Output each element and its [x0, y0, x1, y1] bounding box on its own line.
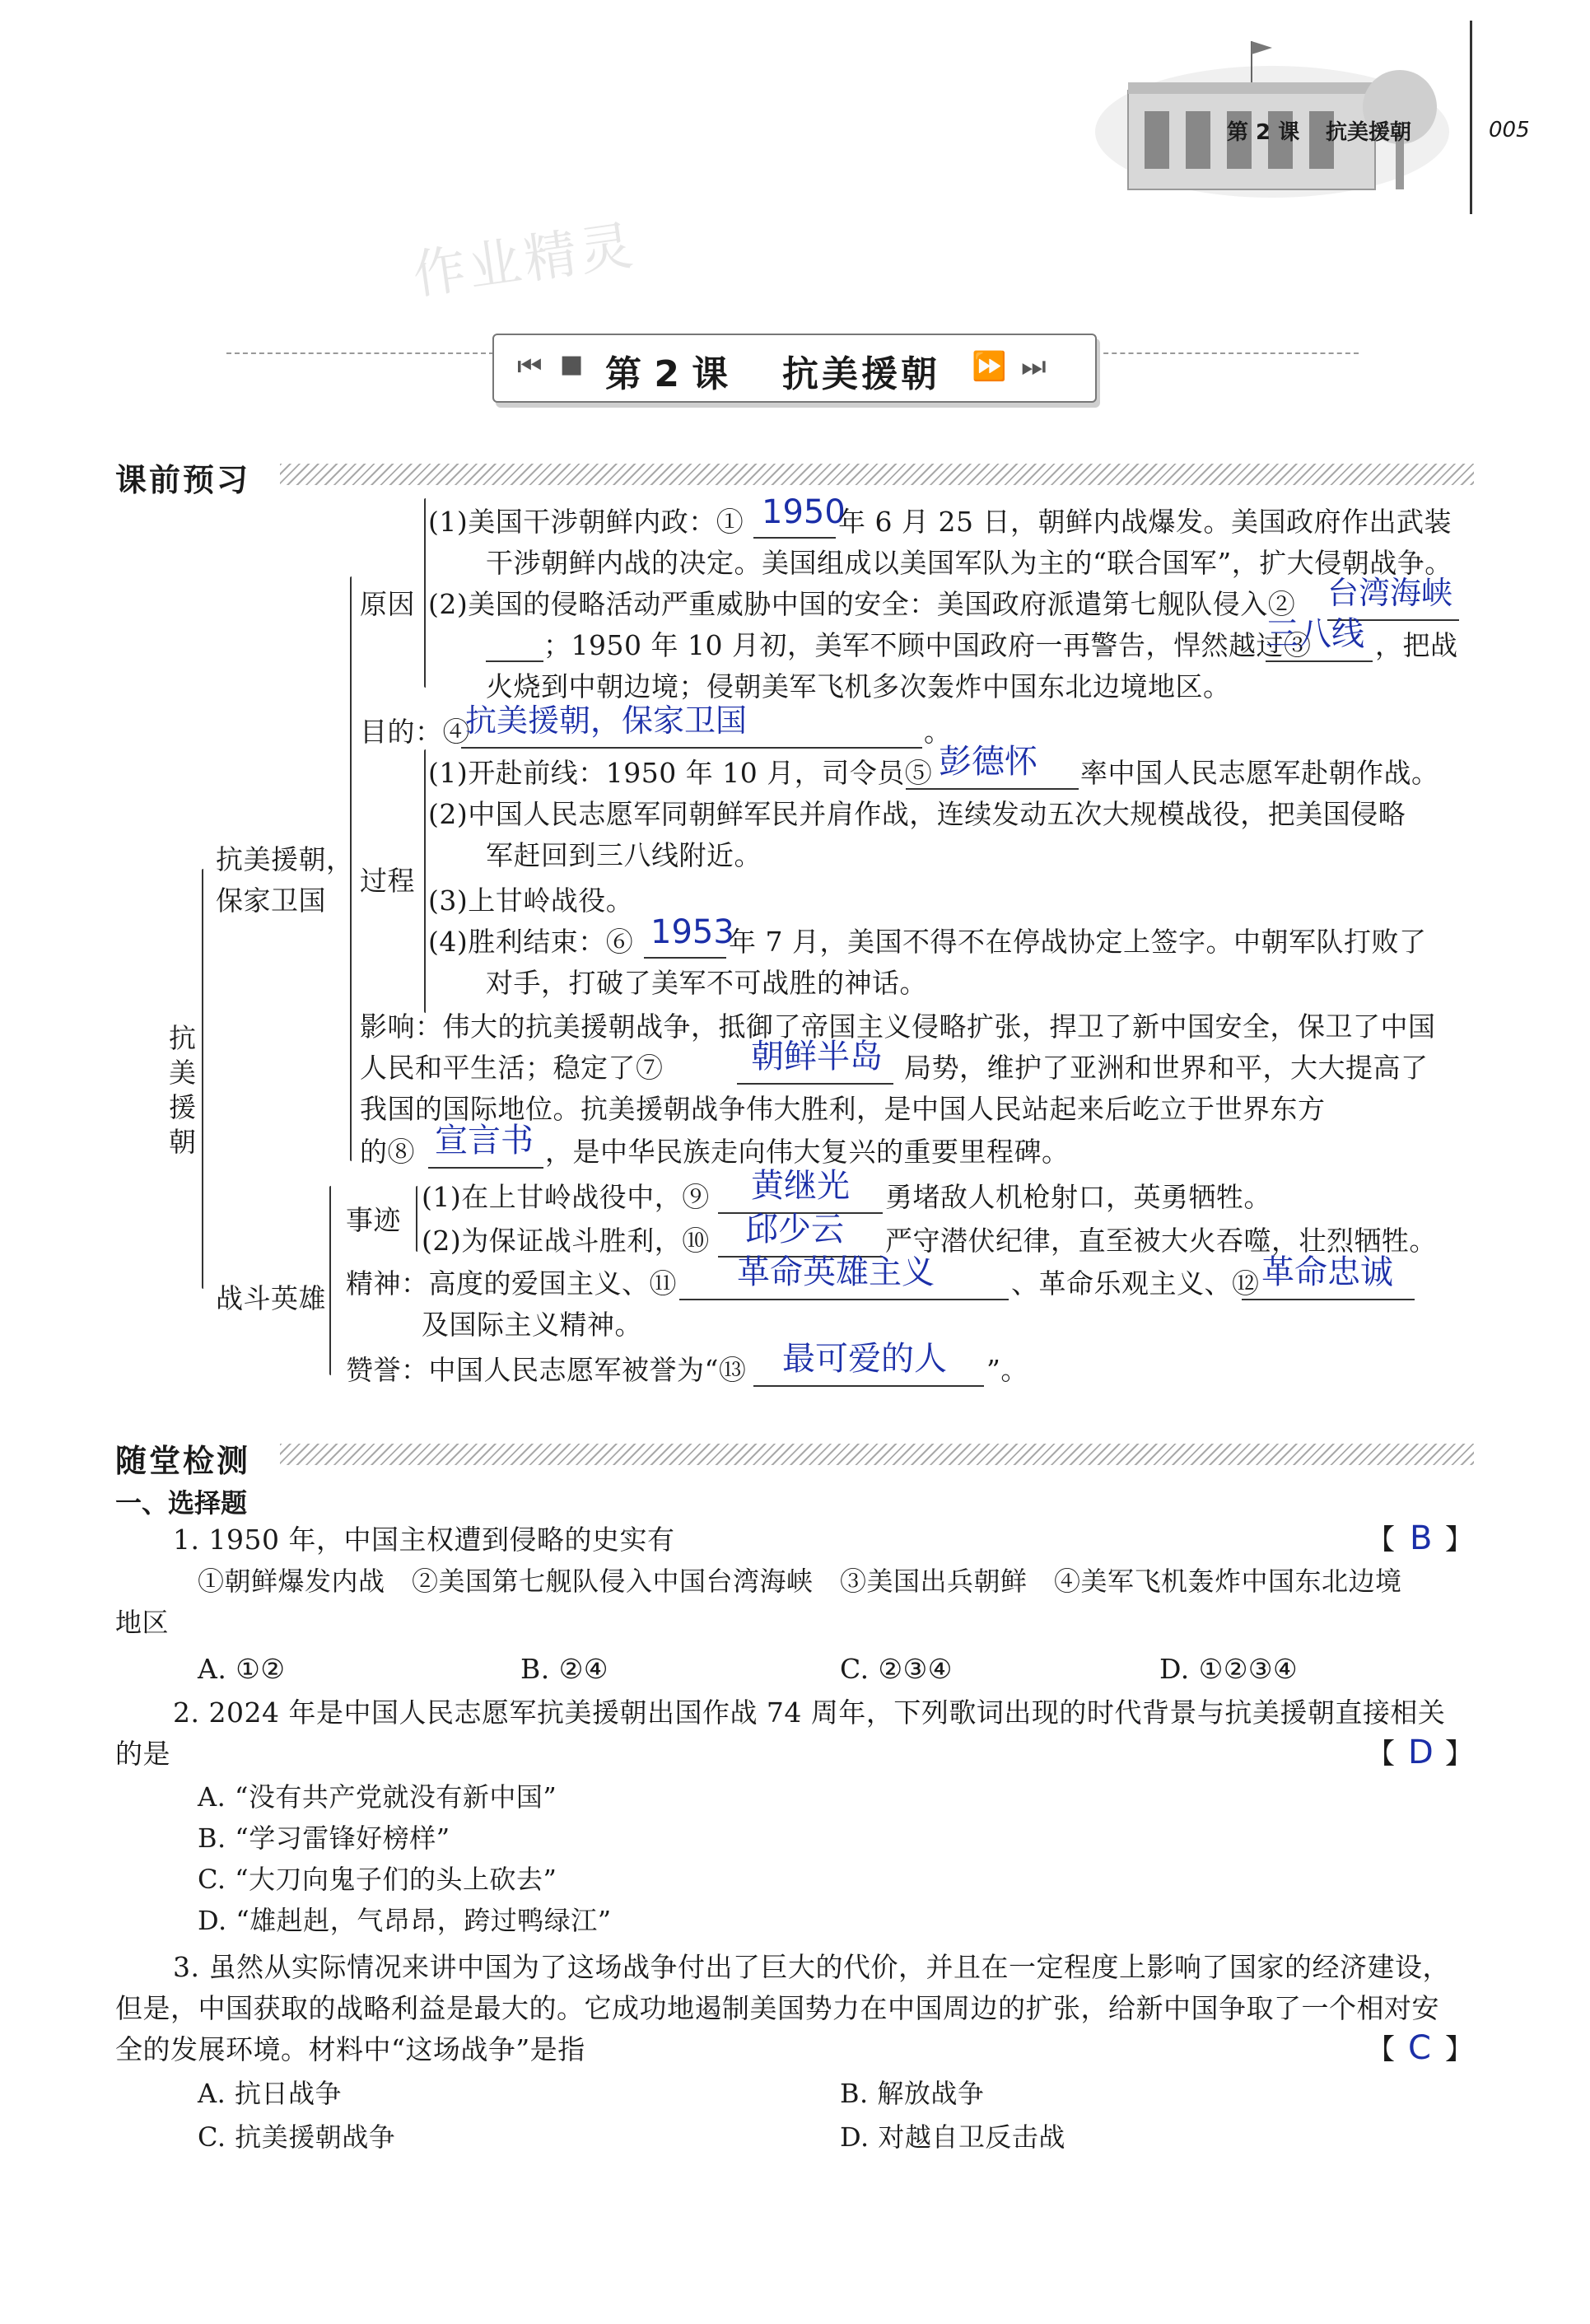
quiz-heading: 随堂检测: [115, 1443, 251, 1479]
praise-line-a: 赞誉：中国人民志愿军被誉为“⑬: [346, 1354, 747, 1386]
impact-line-c: 我国的国际地位。抗美援朝战争伟大胜利，是中国人民站起来后屹立于世界东方: [360, 1093, 1326, 1125]
answer-5: 彭德怀: [939, 743, 1037, 781]
branch2-label: 战斗英雄: [216, 1282, 326, 1314]
q3-stem-a: 3. 虽然从实际情况来讲中国为了这场战争付出了巨大的代价，并且在一定程度上影响了国家的经济建设，: [173, 1951, 1450, 1983]
blank-6: [644, 957, 726, 959]
q1-option-a[interactable]: A. ①②: [198, 1653, 286, 1685]
process3-line: (3)上甘岭战役。: [428, 884, 634, 917]
q1-option-c[interactable]: C. ②③④: [840, 1653, 953, 1685]
branch2-brace: [329, 1186, 331, 1375]
deeds1-line-a: (1)在上甘岭战役中，⑨: [422, 1181, 710, 1213]
spirit-line-a: 精神：高度的爱国主义、⑪: [346, 1267, 677, 1300]
q3-bracket-close: 】: [1445, 2033, 1473, 2066]
header-divider: [1470, 21, 1472, 214]
answer-11: 革命英雄主义: [737, 1253, 935, 1291]
answer-3: 三八线: [1266, 615, 1364, 653]
cause2-line-a: (2)美国的侵略活动严重威胁中国的安全：美国政府派遣第七舰队侵入②: [428, 588, 1296, 620]
header-lesson: 第 2 课: [1227, 120, 1300, 145]
q2-bracket-open: 【: [1367, 1738, 1395, 1771]
answer-7: 朝鲜半岛: [751, 1038, 883, 1076]
deeds-brace: [416, 1186, 417, 1252]
q1-bracket-close: 】: [1445, 1524, 1473, 1556]
root-brace: [202, 869, 203, 1289]
answer-1: 1950: [762, 493, 846, 531]
cause1-line-a: (1)美国干涉朝鲜内政：①: [428, 506, 744, 538]
q2-option-d[interactable]: D. “雄赳赳，气昂昂，跨过鸭绿江”: [198, 1905, 612, 1936]
q1-option-b[interactable]: B. ②④: [520, 1653, 608, 1685]
blank-2b: [486, 660, 543, 662]
q3-option-c[interactable]: C. 抗美援朝战争: [198, 2121, 396, 2153]
banner-line-left: [226, 352, 494, 354]
cause2-line-d: 火烧到中朝边境；侵朝美军飞机多次轰炸中国东北边境地区。: [486, 670, 1231, 702]
cause1-line-c: 干涉朝鲜内战的决定。美国组成以美国军队为主的“联合国军”，扩大侵朝战争。: [486, 547, 1452, 579]
q2-answer: D: [1408, 1734, 1434, 1771]
banner-prev-icon: ⏮: [517, 350, 543, 383]
cause2-line-b: ；1950 年 10 月初，美军不顾中国政府一再警告，悍然越过③: [543, 629, 1312, 661]
banner-lesson: 第 2 课: [605, 353, 729, 395]
root-label: 抗美援朝: [169, 1022, 196, 1158]
answer-10: 邱少云: [745, 1211, 844, 1248]
banner-last-icon: ⏭: [1021, 350, 1047, 383]
answer-8: 宣言书: [435, 1122, 534, 1160]
impact-line-b2: 局势，维护了亚洲和世界和平，大大提高了: [904, 1052, 1429, 1084]
blank-12: [1242, 1299, 1415, 1300]
branch1-label-2: 保家卫国: [216, 884, 326, 917]
answer-4: 抗美援朝，保家卫国: [465, 702, 748, 739]
blank-13: [753, 1385, 984, 1387]
q2-stem-b: 的是: [115, 1738, 170, 1770]
banner-title: 抗美援朝: [782, 353, 940, 395]
q2-option-b[interactable]: B. “学习雷锋好榜样”: [198, 1822, 450, 1854]
blank-8: [428, 1167, 543, 1169]
answer-13: 最可爱的人: [782, 1340, 947, 1378]
process4-line-a: (4)胜利结束：⑥: [428, 926, 634, 958]
impact-line-b1: 人民和平生活；稳定了⑦: [360, 1052, 664, 1084]
page-number: 005: [1489, 118, 1530, 142]
q3-stem-b: 但是，中国获取的战略利益是最大的。它成功地遏制美国势力在中国周边的扩张，给新中国争取了一个相对安: [115, 1992, 1439, 2024]
banner-line-right: [1095, 352, 1359, 354]
blank-5: [906, 788, 1079, 790]
blank-4: [461, 747, 922, 749]
preview-heading: 课前预习: [115, 462, 251, 498]
banner-square-icon: ■: [560, 350, 584, 379]
watermark: 作业精灵: [409, 215, 640, 307]
q1-bracket-open: 【: [1367, 1524, 1395, 1556]
purpose-line: 目的：④: [360, 716, 470, 748]
q2-stem-a: 2. 2024 年是中国人民志愿军抗美援朝出国作战 74 周年，下列歌词出现的时代背景与抗美援朝直接相关: [173, 1696, 1446, 1729]
process1-line-b: 率中国人民志愿军赴朝作战。: [1080, 757, 1439, 789]
q3-option-b[interactable]: B. 解放战争: [840, 2078, 985, 2109]
banner-next-icon: ⏩: [972, 350, 1007, 383]
cause1-line-b: 年 6 月 25 日，朝鲜内战爆发。美国政府作出武装: [838, 506, 1452, 538]
q3-stem-c: 全的发展环境。材料中“这场战争”是指: [115, 2033, 585, 2065]
quiz-part-title: 一、选择题: [115, 1487, 248, 1519]
process4-line-b: 年 7 月，美国不得不在停战协定上签字。中朝军队打败了: [729, 926, 1427, 958]
blank-1: [753, 537, 836, 539]
q1-items-a: ①朝鲜爆发内战 ②美国第七舰队侵入中国台湾海峡 ③美国出兵朝鲜 ④美军飞机轰炸中国东北边境: [198, 1566, 1402, 1597]
process-brace: [424, 749, 426, 1013]
deeds2-line-b: 严守潜伏纪律，直至被大火吞噬，壮烈牺牲。: [885, 1225, 1437, 1257]
process-label: 过程: [360, 865, 415, 897]
q2-bracket-close: 】: [1445, 1738, 1473, 1771]
answer-12: 革命忠诚: [1261, 1253, 1393, 1291]
q1-stem: 1. 1950 年，中国主权遭到侵略的史实有: [173, 1524, 675, 1556]
branch1-label: 抗美援朝，: [216, 843, 354, 875]
deeds1-line-b: 勇堵敌人机枪射口，英勇牺牲。: [885, 1181, 1271, 1213]
q1-option-d[interactable]: D. ①②③④: [1159, 1653, 1299, 1685]
q3-option-d[interactable]: D. 对越自卫反击战: [840, 2121, 1065, 2153]
answer-9: 黄继光: [751, 1167, 850, 1205]
q2-option-a[interactable]: A. “没有共产党就没有新中国”: [198, 1781, 557, 1813]
cause-brace: [424, 498, 426, 688]
deeds2-line-a: (2)为保证战斗胜利，⑩: [422, 1225, 710, 1257]
blank-7: [737, 1083, 893, 1085]
q1-answer: B: [1410, 1519, 1433, 1557]
deeds-label: 事迹: [346, 1204, 401, 1236]
spirit-line-c: 及国际主义精神。: [422, 1309, 642, 1341]
q3-bracket-open: 【: [1367, 2033, 1395, 2066]
spirit-line-b: 、革命乐观主义、⑫: [1011, 1267, 1260, 1300]
process4-line-c: 对手，打破了美军不可战胜的神话。: [486, 967, 927, 999]
q1-items-b: 地区: [115, 1607, 170, 1638]
process1-line-a: (1)开赴前线：1950 年 10 月，司令员⑤: [428, 757, 933, 789]
answer-2: 台湾海峡: [1327, 575, 1453, 611]
impact-line-d2: ，是中华民族走向伟大复兴的重要里程碑。: [545, 1136, 1070, 1168]
praise-line-b: ”。: [986, 1354, 1028, 1386]
quiz-heading-hatch: [280, 1444, 1474, 1465]
cause-label: 原因: [360, 588, 415, 620]
q3-answer: C: [1408, 2029, 1431, 2067]
answer-6: 1953: [650, 913, 734, 951]
blank-11: [679, 1299, 1009, 1300]
purpose-end: 。: [924, 716, 952, 748]
impact-line-d1: 的⑧: [360, 1136, 415, 1168]
process2-line-b: 军赶回到三八线附近。: [486, 839, 762, 871]
q2-option-c[interactable]: C. “大刀向鬼子们的头上砍去”: [198, 1864, 557, 1895]
process2-line-a: (2)中国人民志愿军同朝鲜军民并肩作战，连续发动五次大规模战役，把美国侵略: [428, 798, 1406, 830]
preview-heading-hatch: [280, 464, 1474, 485]
cause2-line-c: ，把战: [1375, 629, 1458, 661]
header-title: 抗美援朝: [1326, 120, 1412, 145]
impact-line-a: 影响：伟大的抗美援朝战争，抵御了帝国主义侵略扩张，捍卫了新中国安全，保卫了中国: [360, 1010, 1436, 1043]
blank-3: [1266, 660, 1373, 662]
q3-option-a[interactable]: A. 抗日战争: [198, 2078, 342, 2109]
